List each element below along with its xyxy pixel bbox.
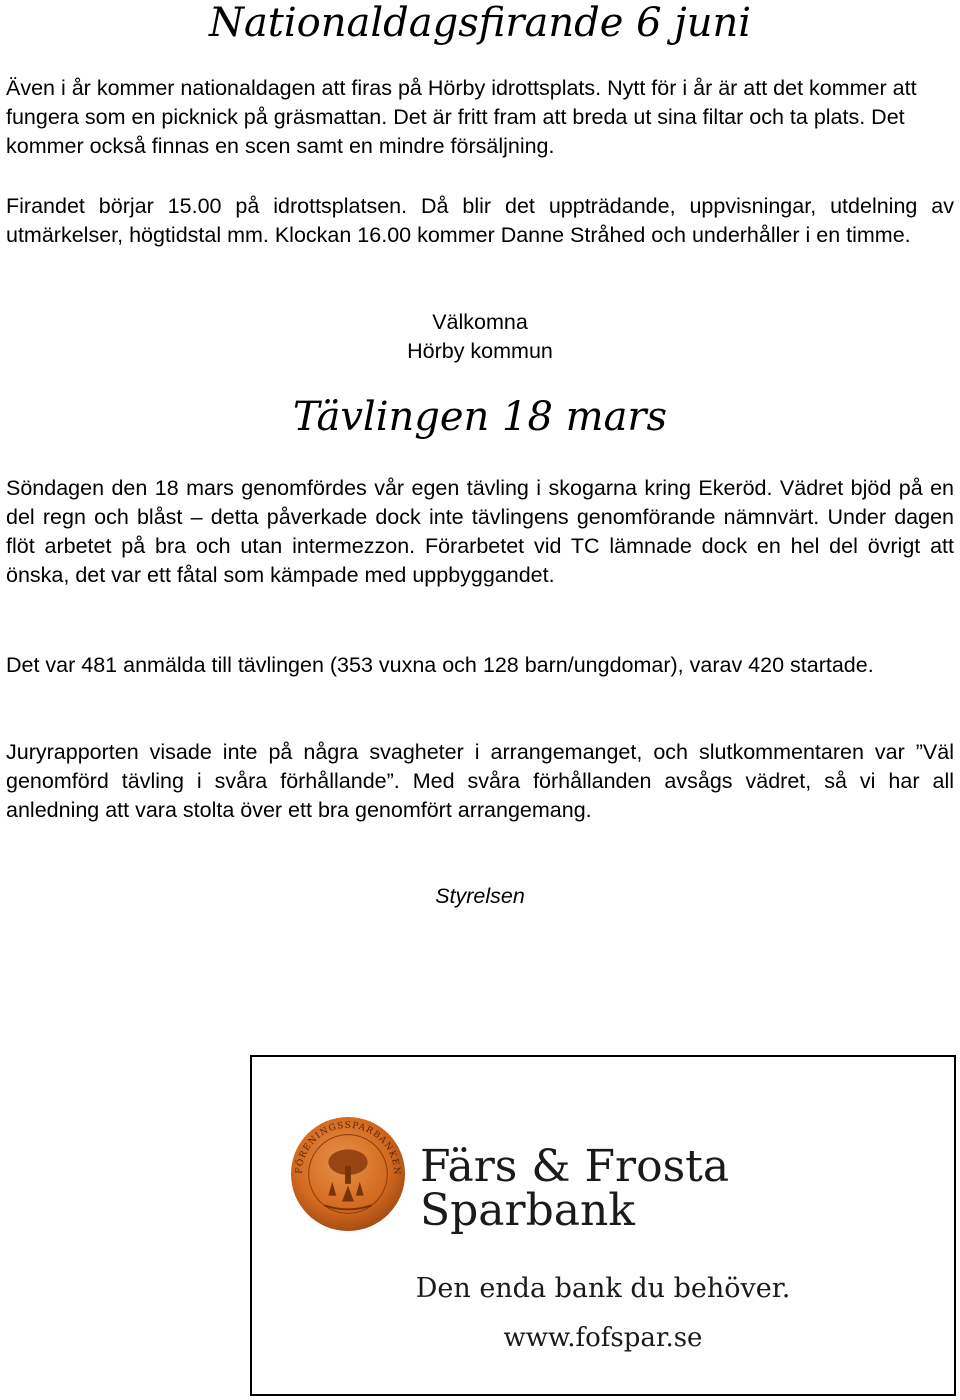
bank-seal-icon bbox=[289, 1115, 407, 1233]
article-paragraph: Det var 481 anmälda till tävlingen (353 vuxna och 128 barn/ungdomar), varav 420 startade. bbox=[6, 653, 874, 677]
bank-slogan: Den enda bank du behöver. bbox=[415, 1273, 791, 1304]
bank-name bbox=[420, 1141, 730, 1236]
article-paragraph: Firandet börjar 15.00 på idrottsplatsen. Då blir det uppträdande, uppvisningar, utdelning av utmärkelser, högtidstal mm. Klockan 16.00 kommer Danne Stråhed och underhåller i en timme. bbox=[6, 194, 954, 247]
article-title-competition: Tävlingen 18 mars bbox=[292, 394, 668, 440]
bank-name-line2: Sparbank bbox=[420, 1185, 635, 1236]
bank-advertisement bbox=[250, 1055, 956, 1396]
seal-text: FÖRENINGSSPARBANKEN bbox=[294, 1120, 402, 1176]
article-paragraph: Söndagen den 18 mars genomfördes vår egen tävling i skogarna kring Ekeröd. Vädret bjöd på en del regn och blåst – detta påverkade dock inte tävlingens genomförande nämnvärt. Under dagen flöt arbetet på bra och utan intermezzon. Förarbetet vid TC lämnade dock en hel del övrigt att önska, det var ett fåtal som kämpade med uppbyggandet. bbox=[6, 476, 954, 587]
article-title-national-day: Nationaldagsfirande 6 juni bbox=[208, 0, 752, 46]
sender-text: Hörby kommun bbox=[407, 339, 553, 363]
signature: Styrelsen bbox=[435, 884, 525, 908]
bank-url: www.fofspar.se bbox=[503, 1323, 703, 1353]
article-paragraph: Även i år kommer nationaldagen att firas på Hörby idrottsplats. Nytt för i år är att det kommer att fungera som en picknick på gräsmattan. Det är fritt fram att breda ut sina filtar och ta plats. Det kommer också finnas en scen samt en mindre försäljning. bbox=[6, 76, 917, 158]
welcome-text: Välkomna bbox=[432, 310, 528, 334]
article-paragraph: Juryrapporten visade inte på några svagheter i arrangemanget, och slutkommentaren var ”Väl genomförd tävling i svåra förhållande”. Med svåra förhållanden avsågs vädret, så vi har all anledning att vara stolta över ett bra genomfört arrangemang. bbox=[6, 740, 954, 822]
bank-name-line1: Färs & Frosta bbox=[420, 1141, 730, 1192]
